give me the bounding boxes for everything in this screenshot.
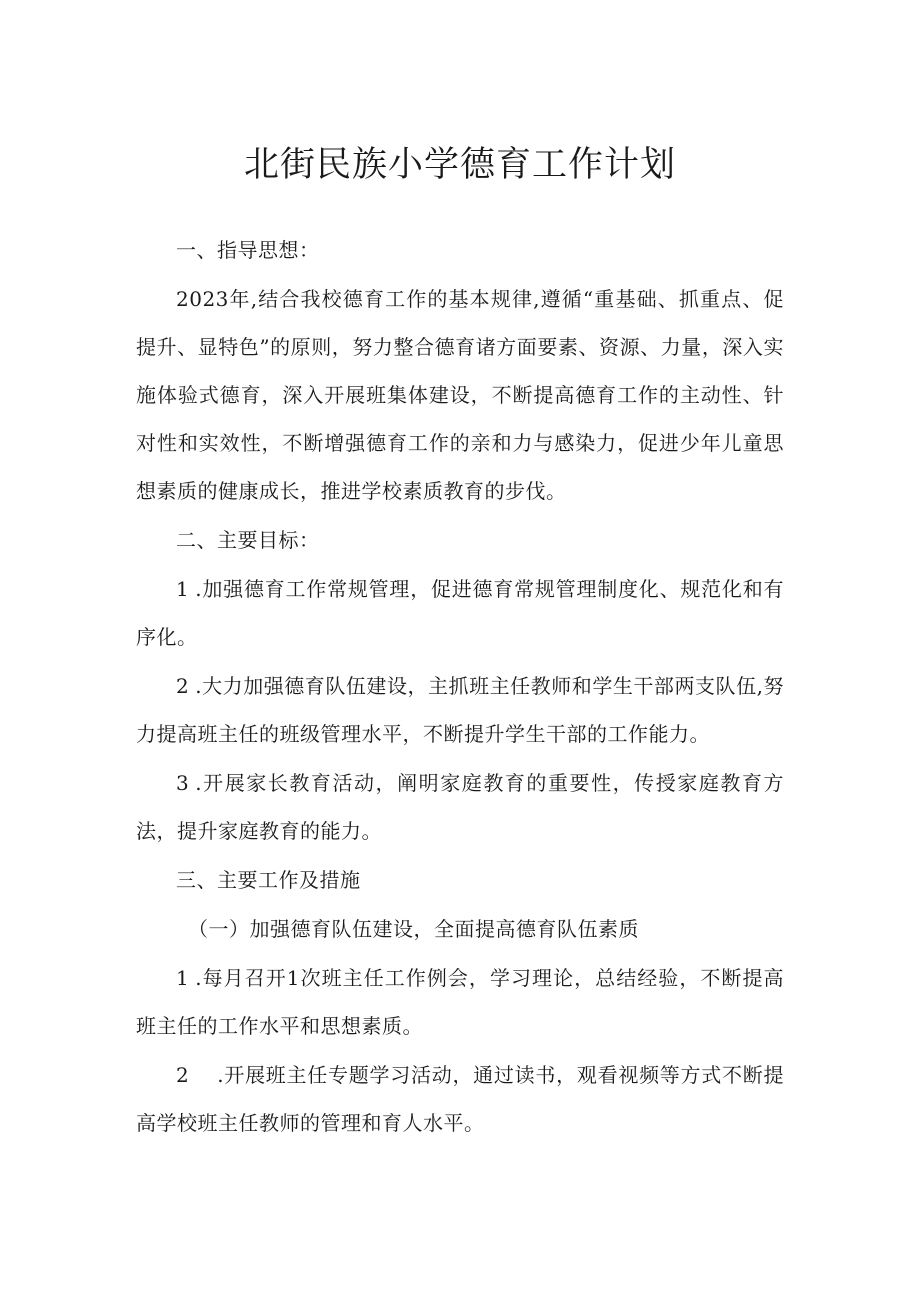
paragraph-guiding-ideology: 2023年,结合我校德育工作的基本规律,遵循“重基础、抓重点、促提升、显特色”的原则，努力整合德育诸方面要素、资源、力量，深入实施体验式德育，深入开展班集体建设，不断提高德育工作的主动性、针对性和实效性，不断增强德育工作的亲和力与感染力，促进少年儿童思想素质的健康成长，推进学校素质教育的步伐。	[136, 287, 784, 503]
subsection-heading-team: （一）加强德育队伍建设，全面提高德育队伍素质	[188, 917, 639, 941]
measure-item-number: 2	[176, 1063, 190, 1087]
measure-item-text: .每月召开1次班主任工作例会，学习理论，总结经验，不断提高班主任的工作水平和思想素质。	[136, 966, 784, 1038]
goal-item-2	[136, 662, 784, 758]
goal-item-3	[136, 759, 784, 855]
goal-item-number: 3	[176, 771, 190, 795]
goal-item-text: .开展家长教育活动，阐明家庭教育的重要性，传授家庭教育方法，提升家庭教育的能力。	[136, 771, 784, 843]
measure-item-number: 1	[176, 966, 190, 990]
goal-item-text: .大力加强德育队伍建设，主抓班主任教师和学生干部两支队伍,努力提高班主任的班级管理水平，不断提升学生干部的工作能力。	[136, 674, 784, 746]
goal-item-number: 1	[176, 577, 190, 601]
page-title: 北街民族小学德育工作计划	[243, 145, 676, 185]
section-heading-guiding: 一、指导思想：	[176, 238, 320, 262]
goal-item-1	[136, 565, 784, 661]
section-heading-measures: 三、主要工作及措施	[176, 868, 361, 892]
document-body	[136, 226, 784, 1147]
measure-item-2	[136, 1051, 784, 1147]
goal-item-text: .加强德育工作常规管理，促进德育常规管理制度化、规范化和有序化。	[136, 577, 784, 649]
goal-item-number: 2	[176, 674, 190, 698]
section-heading-goals: 二、主要目标：	[176, 528, 320, 552]
measure-item-text: .开展班主任专题学习活动，通过读书，观看视频等方式不断提高学校班主任教师的管理和育人水平。	[136, 1063, 784, 1135]
measure-item-1	[136, 954, 784, 1050]
